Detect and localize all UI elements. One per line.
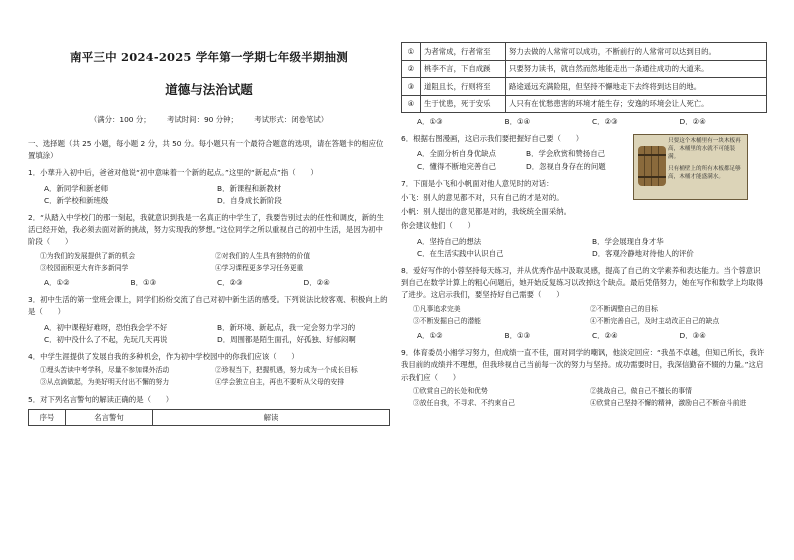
statement-item: ②对我们的人生具有独特的价值 — [215, 251, 311, 260]
table-row — [402, 43, 767, 61]
meta-time: 考试时间：90 分钟； — [167, 115, 238, 124]
option[interactable]: A．①③ — [417, 117, 443, 126]
option[interactable]: B．新课程和新教材 — [217, 183, 282, 193]
option[interactable]: A．坚持自己的想法 — [417, 236, 482, 246]
cell-quote: 生于忧患，死于安乐 — [421, 95, 506, 113]
statement-item: ④不断完善自己，及时主动改正自己的缺点 — [590, 316, 720, 325]
statement-item: ④学会独立自主，再也不要听从父母的安排 — [215, 378, 345, 387]
cell-number: ② — [402, 60, 421, 78]
q7-options — [401, 236, 767, 260]
option[interactable]: C．②④ — [592, 331, 618, 341]
comic-caption-line: 只要这个木桶里有一块木板再高，木桶里的水就不可能装满。 — [668, 138, 741, 161]
cell-number: ④ — [402, 95, 421, 113]
comic-caption — [668, 137, 744, 181]
option[interactable]: C．②③ — [217, 278, 243, 288]
q5-stem: 5．对下列名言警句的解读正确的是（ ） — [28, 394, 174, 404]
option[interactable]: A．全面分析自身优缺点 — [417, 149, 496, 159]
q5-options — [401, 116, 767, 128]
option[interactable]: B．新环境、新起点，我一定会努力学习的 — [217, 322, 356, 332]
option[interactable]: D．②④ — [303, 278, 330, 288]
q1-stem: 1．小華升入初中后，爸爸对他说“初中意味着一个新的起点。”这里的“新起点”指（ ） — [28, 168, 318, 178]
statement-item: ①为我们的发展提供了新的机会 — [40, 251, 136, 260]
barrel-illustration — [638, 146, 666, 186]
option[interactable]: D．忽视自身存在的问题 — [526, 161, 606, 171]
statement-item: ④学习课程更多学习任务更重 — [215, 263, 304, 272]
q4-items — [28, 364, 390, 388]
option[interactable]: D．③④ — [679, 331, 706, 341]
table-row — [402, 60, 767, 78]
option[interactable]: A．①② — [417, 331, 443, 341]
statement-item: ③校园面积更大有许多新同学 — [40, 263, 129, 272]
col-header-number: 序号 — [29, 409, 66, 425]
statement-item: ③放任自我，不寻求、不约束自己 — [413, 399, 515, 408]
option[interactable]: C．在生活实践中认识自己 — [417, 248, 504, 258]
cell-number: ③ — [402, 78, 421, 96]
q9-items — [401, 385, 767, 409]
q8-options — [401, 330, 767, 342]
q8-items — [401, 303, 767, 327]
statement-item: ②不断调整自己的目标 — [590, 304, 658, 313]
statement-item: ①埋头苦读中考学科，尽量不参加课外活动 — [40, 366, 170, 375]
q8-stem: 8．爱好写作的小蓉坚持每天练习，并从优秀作品中汲取灵感，提高了自己的文学素养和表达能力。当个蓉意识到自己在数学计算上的粗心问题后，她开始反复练习以改掉这个缺点。最后凭借努力，她在写作和数学上均取得了进步。这启示我们，要坚持好自己需要（ ） — [401, 266, 764, 300]
q5-table-header — [28, 409, 390, 426]
option[interactable]: D．周围都是陌生面孔，好孤独、好郁闷啊 — [217, 334, 356, 344]
q7-line: 小飞：别人的意见都不对，只有自己的才是对的。 — [401, 193, 564, 203]
q7-stem: 7．下面是小飞和小帆面对他人意见时的对话： — [401, 178, 554, 188]
option[interactable]: A．新同学和新老师 — [44, 183, 109, 193]
meta-score: （满分：100 分； — [89, 115, 151, 124]
left-column — [28, 0, 390, 426]
col-header-quote: 名言警句 — [66, 409, 153, 425]
option[interactable]: A．初中课程好难呀，恐怕我会学不好 — [44, 322, 168, 332]
option[interactable]: C．懂得不断地完善自己 — [417, 161, 497, 171]
option[interactable]: B．①④ — [504, 117, 531, 126]
exam-meta — [28, 114, 390, 125]
q2-stem: 2．“从踏入中学校门的那一刻起，我就意识到我是一名真正的中学生了，我要告别过去的任性和调皮，新的生活已经开始，我必须去面对新的挑战，努力实现我的梦想。”这位同学之所以重视自己的初中生活，是因为初中阶段（ ） — [28, 213, 384, 247]
option[interactable]: B．学会展现自身才华 — [592, 236, 664, 246]
cell-interpretation: 人只有在忧愁患害的环境才能生存；安逸的环境会让人死亡。 — [506, 95, 767, 113]
statement-item: ①凡事追求完美 — [413, 304, 461, 313]
option[interactable]: D．自身成长新阶段 — [217, 195, 282, 205]
cell-quote: 道阻且长，行则将至 — [421, 78, 506, 96]
option[interactable]: B．学会欣赏和赞扬自己 — [526, 149, 605, 159]
q9-stem: 9．体育委员小湘学习努力，但成绩一直不佳，面对同学的嘲讽，他淡定回应：“我虽不卓越，但知己所长，我许我目前的成绩并不理想，但我珍视自己当前每一次的努力与坚持。成功需要时日，我深信勤奋不辍的力量。”这启示我们应（ ） — [401, 348, 765, 382]
q2-items — [28, 250, 390, 274]
q1-options — [28, 183, 390, 207]
cell-interpretation: 路途遥远充满险阻，但坚持不懈地走下去终将到达目的地。 — [506, 78, 767, 96]
option[interactable]: B．①③ — [130, 278, 157, 288]
cell-number: ① — [402, 43, 421, 61]
option[interactable]: D．②④ — [679, 117, 706, 126]
option[interactable]: C．新学校和新班级 — [44, 195, 109, 205]
statement-item: ③不断发掘自己的潜能 — [413, 316, 481, 325]
right-column — [401, 0, 767, 409]
q5-table — [401, 42, 767, 113]
statement-item: ④欣赏自己坚持不懈的精神，激励自己不断奋斗前进 — [590, 399, 747, 408]
q3-stem: 3．初中生活的第一堂班会课上，同学们纷纷交流了自己对初中新生活的感受。下列说法比较客观、积极向上的是（ ） — [28, 295, 388, 317]
cell-quote: 为者常成，行者常至 — [421, 43, 506, 61]
cell-interpretation: 只要努力读书，就自然而然地能走出一条通往成功的大道来。 — [506, 60, 767, 78]
table-row — [402, 78, 767, 96]
meta-format: 考试形式：闭卷笔试） — [254, 115, 329, 124]
option[interactable]: B．①③ — [504, 331, 531, 341]
option[interactable]: C．初中没什么了不起，先玩几天再说 — [44, 334, 168, 344]
statement-item: ②挑战自己，做自己不擅长的事情 — [590, 386, 692, 395]
q7-line: 你会建议他们（ ） — [401, 221, 475, 231]
exam-title: 南平三中 2024-2025 学年第一学期七年级半期抽测 — [70, 50, 348, 64]
cell-interpretation: 努力去做的人常常可以成功，不断前行的人常常可以达到目的。 — [506, 43, 767, 61]
cell-quote: 桃李不言，下自成蹊 — [421, 60, 506, 78]
q6-stem: 6．根据右图漫画，这启示我们要把握好自己要（ ） — [401, 134, 584, 144]
statement-item: ③从点滴做起，为美好明天付出不懈的努力 — [40, 378, 170, 387]
q2-options — [28, 277, 390, 289]
q4-stem: 4．中学生涯提供了发展自我的多种机会，作为初中学校园中的你我们应该（ ） — [28, 352, 299, 362]
statement-item: ②珍视当下，把握机遇，努力成为一个成长目标 — [215, 366, 358, 375]
statement-item: ①欣赏自己的长处和优势 — [413, 386, 488, 395]
comic-image — [633, 134, 748, 200]
table-row — [402, 95, 767, 113]
section-intro: 一、选择题（共 25 小题，每小题 2 分，共 50 分。每小题只有一个最符合题意的选项，请在答题卡的相应位置填涂） — [28, 139, 384, 161]
option[interactable]: A．①② — [44, 278, 70, 288]
q7-line: 小帆：别人提出的意见都是对的，我统统全面采纳。 — [401, 207, 571, 217]
q6-options — [401, 148, 635, 172]
col-header-interpretation: 解读 — [153, 409, 390, 425]
q3-options — [28, 322, 390, 346]
comic-caption-line: 只有桶壁上的所有木板都足够高，木桶才能盛满水。 — [668, 165, 741, 180]
exam-subtitle: 道德与法治试题 — [165, 82, 253, 97]
option[interactable]: D．客观冷静地对待他人的评价 — [592, 248, 694, 258]
option[interactable]: C．②③ — [592, 117, 618, 126]
